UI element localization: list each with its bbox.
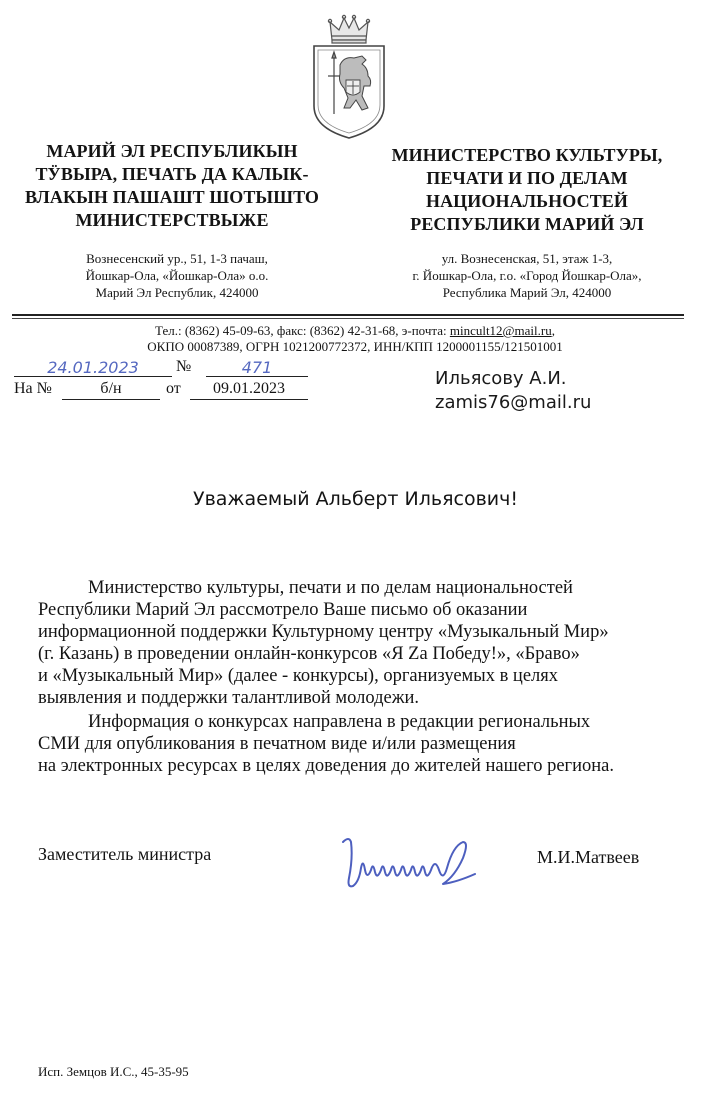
executor-note: Исп. Земцов И.С., 45-35-95 bbox=[38, 1064, 189, 1079]
number-label: № bbox=[176, 358, 192, 375]
incoming-number: б/н bbox=[100, 380, 122, 397]
incoming-date: 09.01.2023 bbox=[213, 380, 285, 397]
address-mari bbox=[50, 250, 304, 301]
org-title-line: РЕСПУБЛИКИ МАРИЙ ЭЛ bbox=[410, 214, 644, 234]
address-line: Йошкар-Ола, «Йошкар-Ола» о.о. bbox=[85, 268, 269, 283]
paragraph-line: на электронных ресурсах в целях доведения до жителей нашего региона. bbox=[38, 756, 615, 776]
paragraph-line: и «Музыкальный Мир» (далее - конкурсы), организуемых в целях bbox=[38, 666, 559, 686]
org-title-line: НАЦИОНАЛЬНОСТЕЙ bbox=[425, 191, 629, 211]
incoming-label: На № bbox=[14, 380, 52, 397]
address-russian bbox=[385, 250, 669, 301]
org-title-line: МИНИСТЕРСТВЫЖЕ bbox=[75, 210, 269, 230]
contact-phones: Тел.: (8362) 45-09-63, факс: (8362) 42-31-68, э-почта: bbox=[155, 323, 450, 338]
org-title-mari bbox=[14, 140, 330, 232]
org-title-line: МИНИСТЕРСТВО КУЛЬТУРЫ, bbox=[391, 145, 663, 165]
paragraph-line: Информация о конкурсах направлена в редакции региональных bbox=[88, 712, 591, 732]
crown-shield-bear-emblem-icon bbox=[306, 10, 392, 142]
address-line: ул. Вознесенская, 51, этаж 1-3, bbox=[441, 251, 613, 266]
paragraph-line: информационной поддержки Культурному центру «Музыкальный Мир» bbox=[38, 622, 609, 642]
header-divider-thin bbox=[12, 318, 684, 319]
from-label: от bbox=[166, 380, 181, 397]
outgoing-date: 24.01.2023 bbox=[47, 358, 139, 377]
org-title-line: ПЕЧАТИ И ПО ДЕЛАМ bbox=[426, 168, 628, 188]
incoming-date-field bbox=[190, 380, 308, 400]
signatory-name: М.И.Матвеев bbox=[537, 847, 640, 867]
address-line: г. Йошкар-Ола, г.о. «Город Йошкар-Ола», bbox=[412, 268, 642, 283]
outgoing-number: 471 bbox=[241, 358, 273, 377]
outgoing-date-field bbox=[14, 358, 172, 377]
recipient-block bbox=[435, 367, 591, 415]
org-title-line: ТӰВЫРА, ПЕЧАТЬ ДА КАЛЫК- bbox=[35, 164, 309, 184]
recipient-name: Ильясову А.И. bbox=[435, 368, 567, 389]
header-divider bbox=[12, 314, 684, 316]
signatory-position: Заместитель министра bbox=[38, 844, 212, 864]
paragraph-line: Республики Марий Эл рассмотрело Ваше письмо об оказании bbox=[38, 600, 528, 620]
org-title-line: МАРИЙ ЭЛ РЕСПУБЛИКЫН bbox=[46, 141, 298, 161]
address-line: Республика Марий Эл, 424000 bbox=[442, 285, 612, 300]
org-title-russian bbox=[362, 144, 692, 236]
handwritten-signature-icon bbox=[335, 828, 495, 898]
requisites-line: ОКПО 00087389, ОГРН 1021200772372, ИНН/КПП 1200001155/121501001 bbox=[147, 339, 563, 354]
paragraph-line: СМИ для опубликования в печатном виде и/или размещения bbox=[38, 734, 516, 754]
paragraph-line: выявления и поддержки талантливой молодежи. bbox=[38, 688, 420, 708]
org-title-line: ВЛАКЫН ПАШАШТ ШОТЫШТО bbox=[24, 187, 320, 207]
recipient-email: zamis76@mail.ru bbox=[435, 392, 592, 413]
contact-line bbox=[40, 323, 670, 339]
paragraph-1 bbox=[38, 577, 642, 709]
incoming-number-field bbox=[62, 380, 160, 400]
paragraph-2 bbox=[38, 711, 642, 777]
address-line: Марий Эл Республик, 424000 bbox=[95, 285, 259, 300]
paragraph-line: (г. Казань) в проведении онлайн-конкурсов «Я Zа Победу!», «Браво» bbox=[38, 644, 580, 664]
outgoing-number-field bbox=[206, 358, 308, 377]
paragraph-line: Министерство культуры, печати и по делам национальностей bbox=[88, 578, 573, 598]
ministry-email-link[interactable]: mincult12@mail.ru bbox=[449, 323, 552, 338]
greeting: Уважаемый Альберт Ильясович! bbox=[193, 488, 518, 510]
contact-suffix: , bbox=[551, 323, 555, 338]
address-line: Вознесенский ур., 51, 1-3 пачаш, bbox=[86, 251, 268, 266]
